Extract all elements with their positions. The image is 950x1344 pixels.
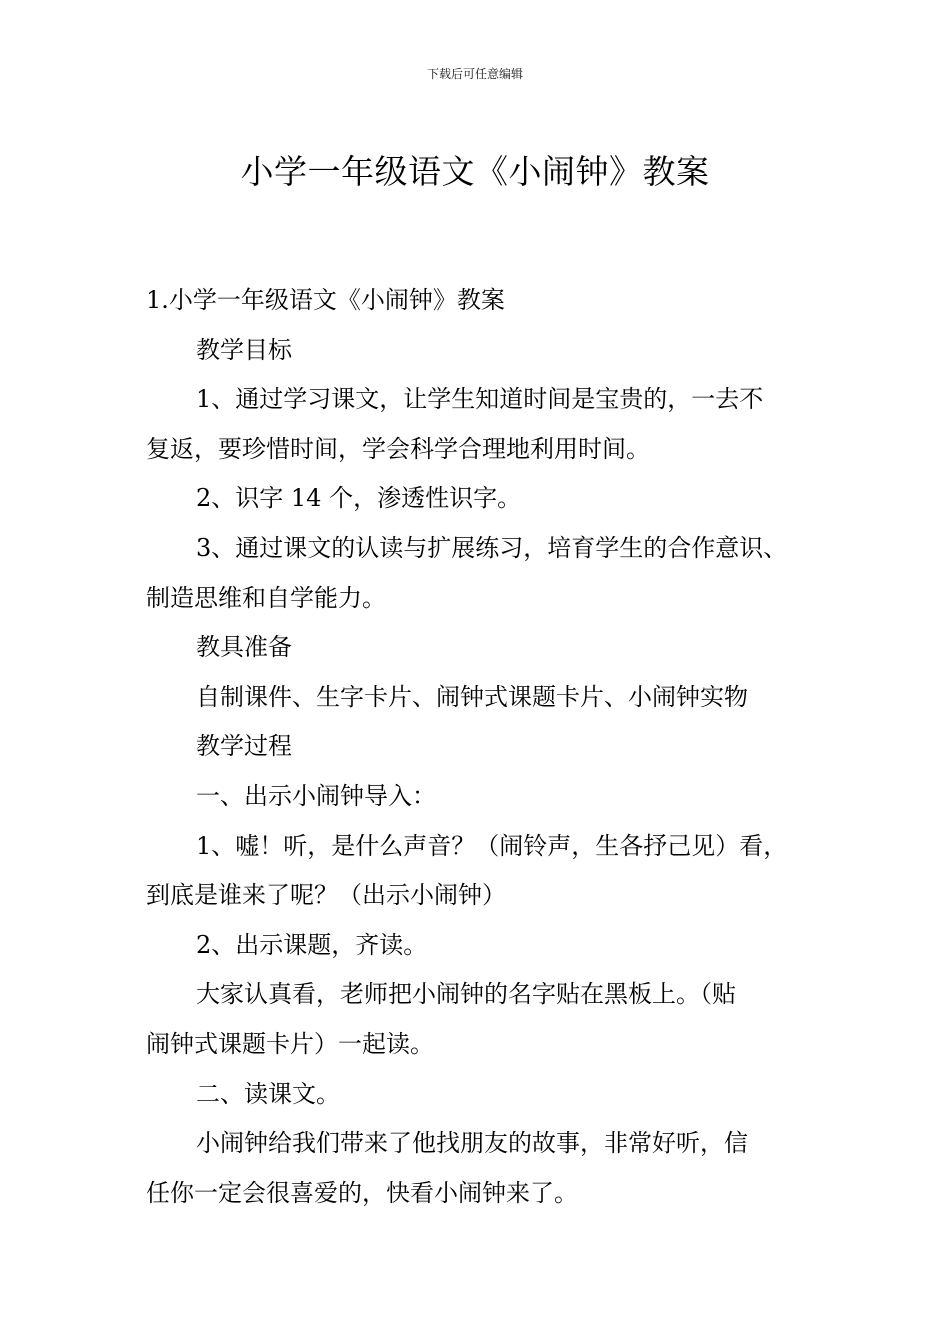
paragraph-line: 大家认真看，老师把小闹钟的名字贴在黑板上。（贴 (196, 980, 736, 1009)
paragraph-line: 2、出示课题，齐读。 (196, 930, 428, 959)
paragraph-line: 自制课件、生字卡片、闹钟式课题卡片、小闹钟实物 (196, 682, 748, 711)
paragraph-line: 1、嘘！听，是什么声音？（闹铃声，生各抒己见）看， (196, 831, 788, 860)
paragraph-line: 二、读课文。 (196, 1079, 340, 1108)
paragraph-line: 制造思维和自学能力。 (146, 583, 386, 612)
paragraph-line: 闹钟式课题卡片）一起读。 (146, 1029, 434, 1058)
paragraph-line: 复返，要珍惜时间，学会科学合理地利用时间。 (146, 434, 650, 463)
subheading-teaching-aids: 教具准备 (196, 633, 292, 662)
paragraph-line: 一、出示小闹钟导入： (196, 781, 436, 810)
paragraph-line: 1、通过学习课文，让学生知道时间是宝贵的，一去不 (196, 385, 764, 414)
paragraph-line: 小闹钟给我们带来了他找朋友的故事，非常好听，信 (196, 1129, 748, 1158)
subheading-teaching-goals: 教学目标 (196, 335, 292, 364)
section-heading: 1.小学一年级语文《小闹钟》教案 (146, 286, 505, 314)
subheading-teaching-process: 教学过程 (196, 732, 292, 761)
paragraph-line: 到底是谁来了呢？（出示小闹钟） (146, 881, 506, 910)
header-note: 下载后可任意编辑 (426, 67, 523, 81)
document-body (146, 276, 812, 1218)
paragraph-line: 3、通过课文的认读与扩展练习，培育学生的合作意识、 (196, 533, 788, 562)
document-title: 小学一年级语文《小闹钟》教案 (240, 152, 710, 192)
paragraph-line: 任你一定会很喜爱的，快看小闹钟来了。 (146, 1178, 578, 1207)
paragraph-line: 2、识字 14 个，渗透性识字。 (196, 484, 522, 513)
